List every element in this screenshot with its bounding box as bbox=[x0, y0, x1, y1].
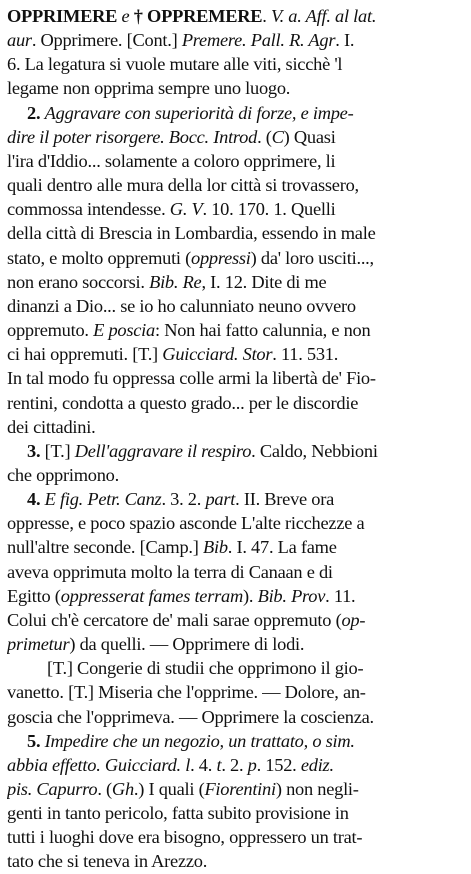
headword-or-sense-number: † OPPREMERE bbox=[133, 6, 263, 26]
text-line bbox=[7, 560, 465, 584]
italic-text: Impedire che un negozio, un trattato, o sim. bbox=[44, 730, 355, 751]
italic-text: oppresserat fames terram bbox=[60, 585, 244, 606]
text-line bbox=[7, 342, 465, 366]
text-line bbox=[7, 753, 465, 777]
text-line bbox=[7, 584, 465, 608]
italic-text: p bbox=[247, 754, 257, 775]
text-line bbox=[7, 535, 465, 559]
body-text: non erano soccorsi. bbox=[7, 271, 150, 292]
italic-text: E fig. Petr. Canz bbox=[44, 489, 162, 510]
italic-text: pis. Capurro bbox=[7, 779, 98, 799]
text-line bbox=[7, 76, 465, 100]
text-line bbox=[7, 197, 465, 221]
headword-or-sense-number: 2. bbox=[27, 102, 45, 123]
headword-or-sense-number: 4. bbox=[27, 489, 45, 510]
dictionary-entry-opprimere bbox=[7, 4, 465, 874]
body-text: . II. Breve ora bbox=[235, 489, 335, 510]
body-text: dei cittadini. bbox=[7, 416, 96, 437]
text-line bbox=[7, 149, 465, 173]
italic-text: ediz. bbox=[300, 754, 334, 775]
body-text: 6. La legatura si vuole mutare alle viti, sicchè 'l bbox=[7, 54, 343, 75]
italic-text: part bbox=[205, 489, 236, 510]
italic-text: Premere. Pall. R. Agr bbox=[181, 30, 336, 51]
body-text: . bbox=[262, 6, 271, 26]
headword-or-sense-number: 3. bbox=[27, 440, 45, 461]
text-line bbox=[7, 825, 465, 849]
body-text: . 10. 170. 1. Quelli bbox=[202, 199, 336, 220]
body-text: Colui ch'è cercatore de' mali sarae oppremuto ( bbox=[7, 609, 342, 630]
italic-text: V. a. Aff. al lat. bbox=[271, 6, 377, 26]
body-text: [T.] bbox=[44, 440, 75, 461]
body-text: tato che si teneva in Arezzo. bbox=[7, 851, 208, 872]
italic-text: E poscia bbox=[93, 320, 155, 341]
body-text: ) da quelli. — Opprimere di lodi. bbox=[69, 634, 305, 655]
text-line bbox=[7, 463, 465, 487]
body-text: . 2. bbox=[221, 754, 248, 775]
text-line bbox=[7, 270, 465, 294]
body-text: : Non hai fatto calunnia, e non bbox=[154, 320, 371, 341]
italic-text: Bib bbox=[203, 537, 228, 558]
body-text: che opprimono. bbox=[7, 464, 119, 485]
body-text: .) I quali ( bbox=[133, 779, 205, 799]
italic-text: Dell'aggravare il respiro bbox=[74, 440, 252, 461]
text-line bbox=[7, 366, 465, 390]
italic-text: Bib. Prov bbox=[257, 585, 326, 606]
body-text: . 3. 2. bbox=[161, 489, 206, 510]
text-line bbox=[7, 511, 465, 535]
text-line bbox=[7, 52, 465, 76]
body-text: , I. 12. Dite di me bbox=[201, 271, 327, 292]
body-text: oppresse, e poco spazio asconde L'alte ricchezze a bbox=[7, 513, 365, 534]
body-text: . 152. bbox=[256, 754, 301, 775]
text-line bbox=[7, 632, 465, 656]
body-text: ) da' loro usciti..., bbox=[250, 247, 374, 268]
italic-text: aur bbox=[7, 30, 32, 51]
body-text: genti in tanto pericolo, fatta subito provisione in bbox=[7, 803, 349, 824]
italic-text: op- bbox=[341, 609, 366, 630]
body-text: . Opprimere. [Cont.] bbox=[31, 30, 182, 51]
text-line bbox=[7, 777, 465, 801]
text-line bbox=[7, 125, 465, 149]
body-text: dinanzi a Dio... se io ho calunniato neuno ovvero bbox=[7, 295, 356, 316]
italic-text: e bbox=[117, 6, 134, 26]
text-line bbox=[7, 173, 465, 197]
body-text: stato, e molto oppremuti ( bbox=[7, 247, 192, 268]
text-line bbox=[7, 656, 465, 680]
body-text: In tal modo fu oppressa colle armi la libertà de' Fio- bbox=[7, 368, 376, 389]
body-text: Egitto ( bbox=[7, 585, 61, 606]
italic-text: primetur bbox=[7, 634, 70, 655]
italic-text: Aggravare con superiorità di forze, e impe- bbox=[44, 102, 354, 123]
body-text: della città di Brescia in Lombardia, essendo in male bbox=[7, 223, 376, 244]
body-text: . 11. 531. bbox=[272, 344, 339, 365]
body-text: vanetto. [T.] Miseria che l'opprime. — Dolore, an- bbox=[7, 682, 366, 703]
italic-text: abbia effetto. Guicciard. l bbox=[7, 754, 191, 775]
body-text: quali dentro alle mura della lor città si trovassero, bbox=[7, 175, 359, 196]
body-text: . 11. bbox=[325, 585, 356, 606]
text-line bbox=[7, 680, 465, 704]
text-line bbox=[7, 294, 465, 318]
body-text: . Caldo, Nebbioni bbox=[251, 440, 378, 461]
body-text: goscia che l'opprimeva. — Opprimere la coscienza. bbox=[7, 706, 374, 727]
italic-text: Bib. Re bbox=[149, 271, 202, 292]
text-line bbox=[7, 608, 465, 632]
body-text: legame non opprima sempre uno luogo. bbox=[7, 78, 291, 99]
text-line bbox=[7, 487, 465, 511]
text-line bbox=[7, 705, 465, 729]
text-line bbox=[7, 221, 465, 245]
italic-text: t bbox=[216, 754, 222, 775]
body-text: . 4. bbox=[190, 754, 217, 775]
text-line bbox=[7, 415, 465, 439]
italic-text: dire il poter risorgere. Bocc. Introd bbox=[7, 126, 258, 147]
text-line bbox=[7, 801, 465, 825]
body-text: rentini, condotta a questo grado... per le discordie bbox=[7, 392, 359, 413]
italic-text: Gh bbox=[111, 779, 134, 799]
body-text: aveva opprimuta molto la terra di Canaan e di bbox=[7, 561, 333, 582]
text-line bbox=[7, 318, 465, 342]
body-text: ) Quasi bbox=[283, 126, 336, 147]
body-text: oppremuto. bbox=[7, 320, 94, 341]
text-line bbox=[7, 849, 465, 873]
body-text: ci hai oppremuti. [T.] bbox=[7, 344, 163, 365]
body-text: . ( bbox=[257, 126, 272, 147]
headword-or-sense-number: OPPRIMERE bbox=[7, 6, 118, 26]
text-line bbox=[7, 391, 465, 415]
body-text: . I. 47. La fame bbox=[227, 537, 337, 558]
text-line bbox=[7, 28, 465, 52]
body-text: null'altre seconde. [Camp.] bbox=[7, 537, 203, 558]
body-text: l'ira d'Iddio... solamente a coloro opprimere, li bbox=[7, 150, 336, 171]
headword-or-sense-number: 5. bbox=[27, 730, 45, 751]
body-text: commossa intendesse. bbox=[7, 199, 170, 220]
italic-text: Fiorentini bbox=[204, 779, 276, 799]
text-line bbox=[7, 439, 465, 463]
body-text: . I. bbox=[335, 30, 355, 51]
text-line bbox=[7, 4, 465, 28]
italic-text: oppressi bbox=[191, 247, 251, 268]
italic-text: C bbox=[271, 126, 284, 147]
text-line bbox=[7, 101, 465, 125]
body-text: ) non negli- bbox=[275, 779, 359, 799]
italic-text: Guicciard. Stor bbox=[162, 344, 273, 365]
body-text: [T.] Congerie di studii che opprimono il gio- bbox=[47, 658, 364, 679]
body-text: ). bbox=[243, 585, 258, 606]
body-text: . ( bbox=[97, 779, 112, 799]
text-line bbox=[7, 246, 465, 270]
italic-text: G. V bbox=[169, 199, 203, 220]
body-text: tutti i luoghi dove era bisogno, oppressero un trat- bbox=[7, 827, 363, 848]
text-line bbox=[7, 729, 465, 753]
